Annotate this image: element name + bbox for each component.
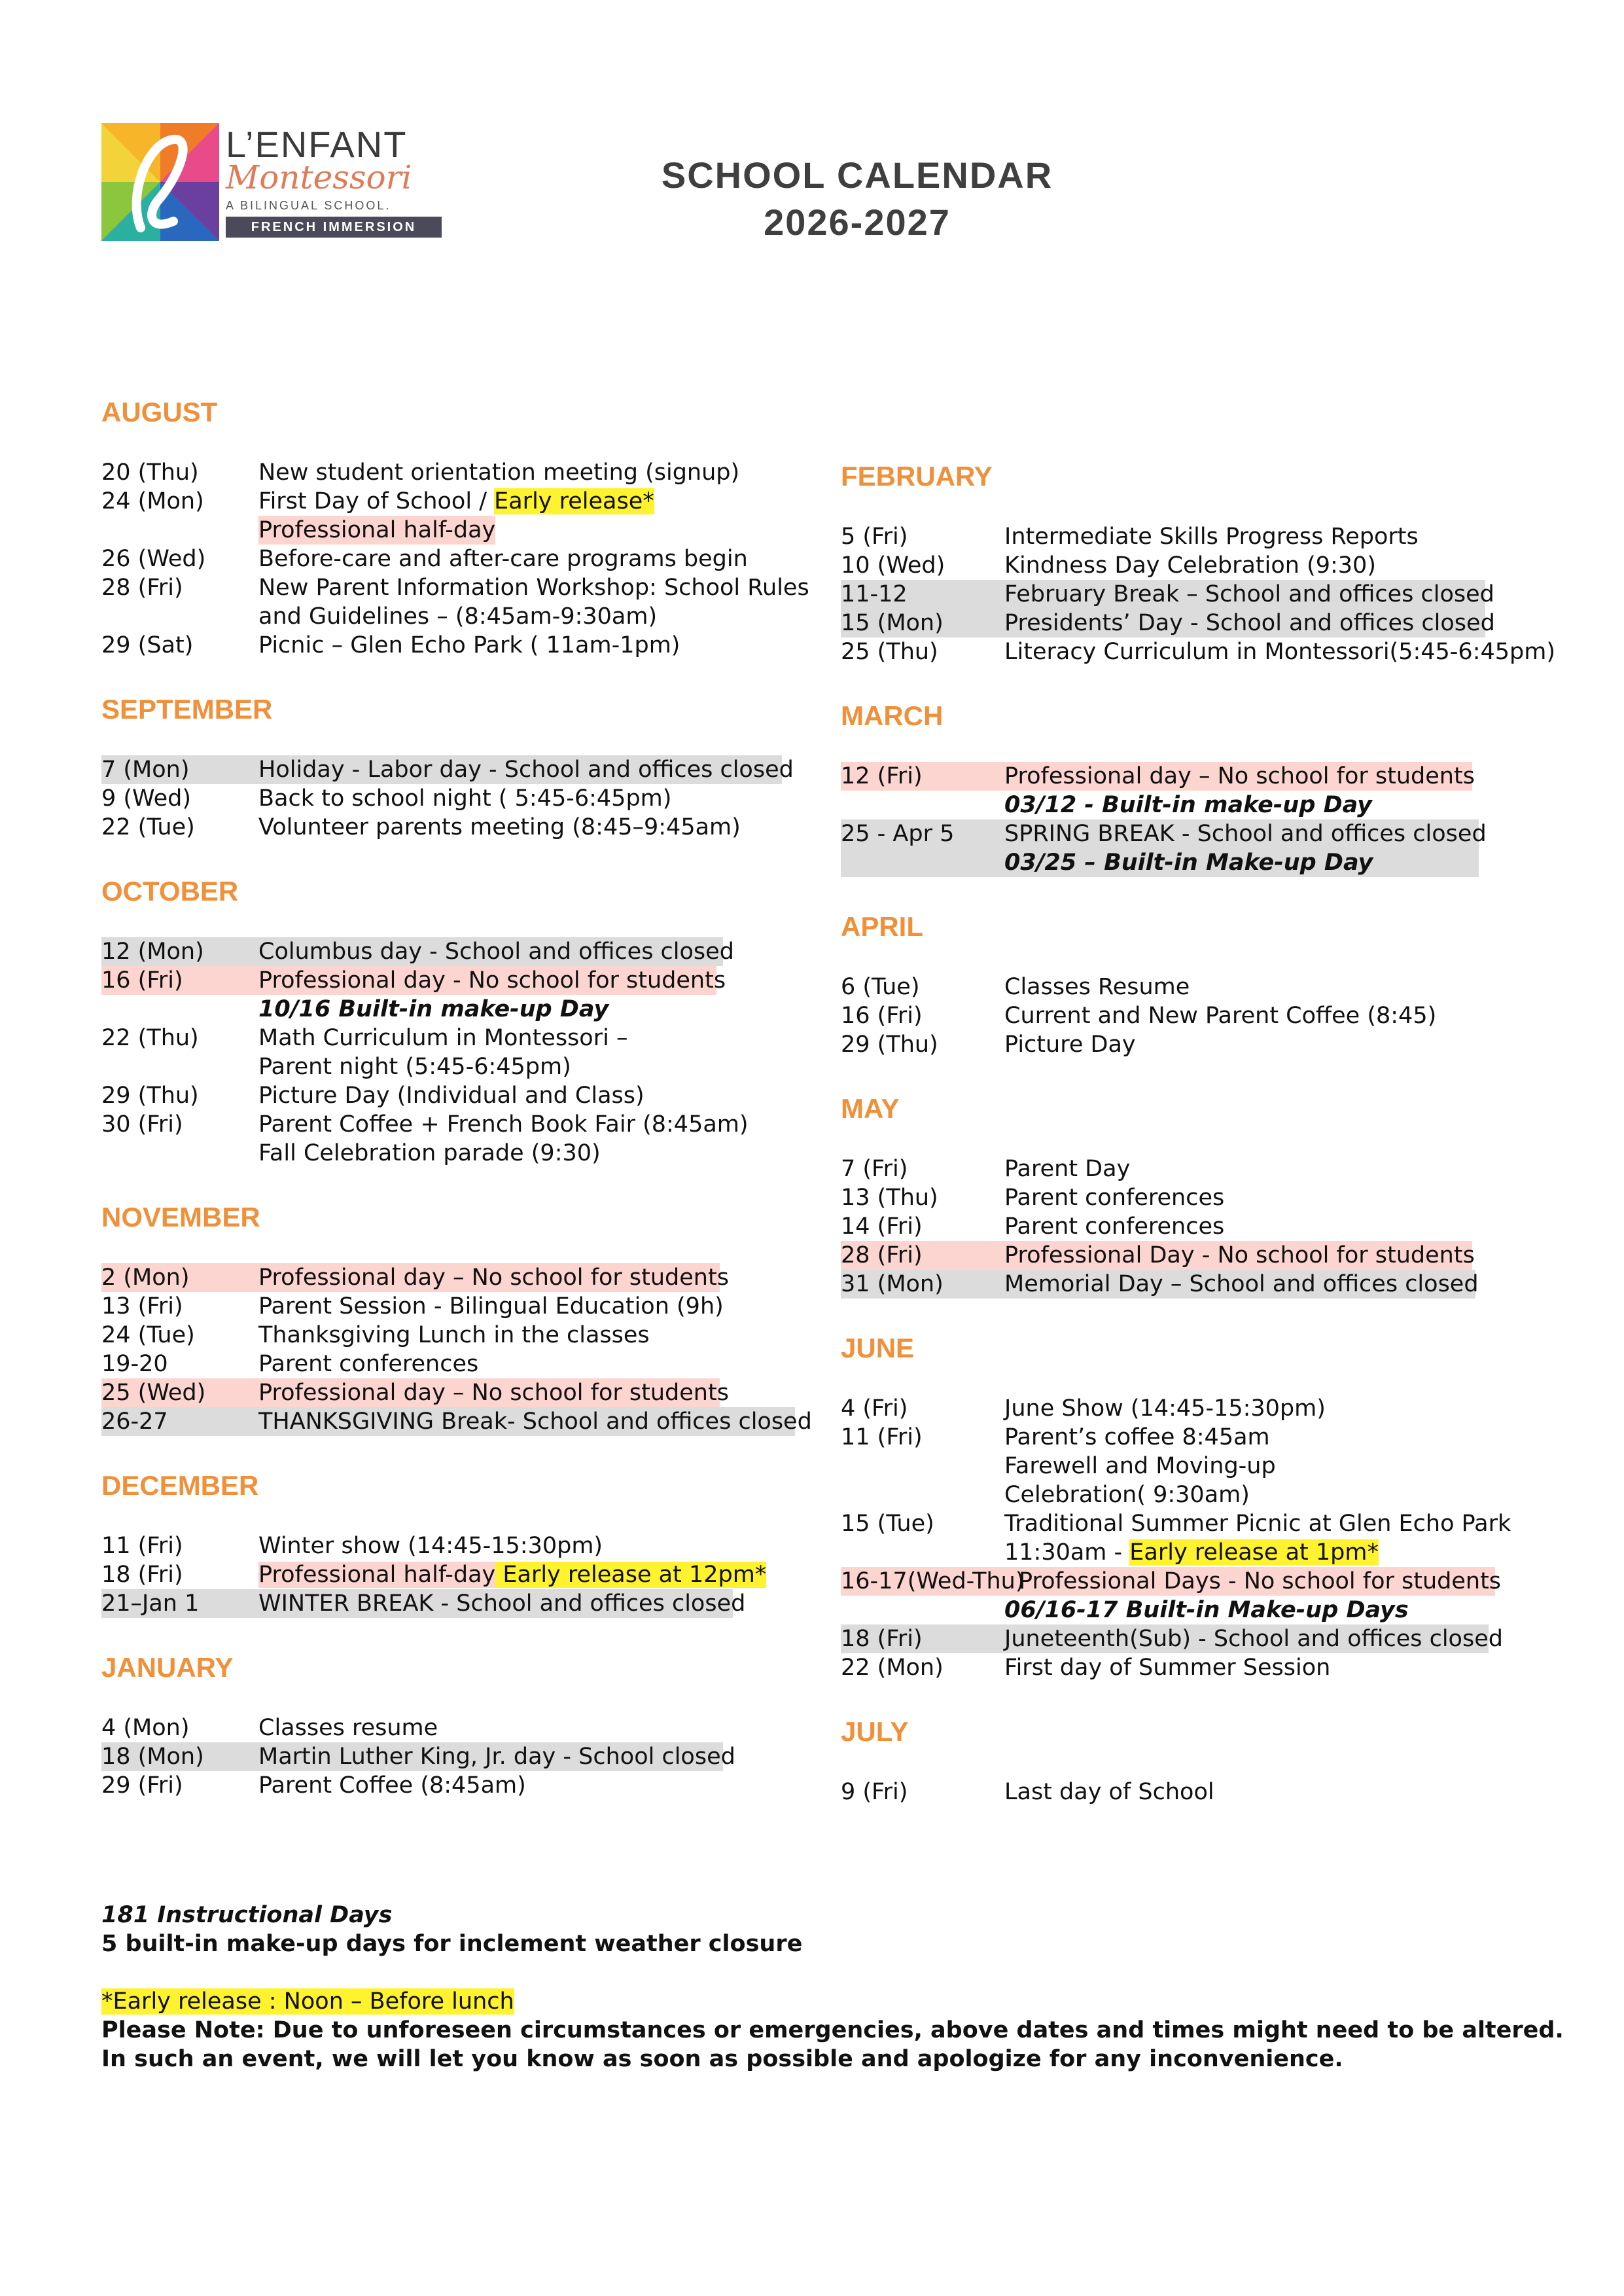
logo-line-2: Montessori (226, 158, 412, 196)
list-item: and Guidelines – (8:45am-9:30am) (258, 603, 658, 630)
list-item: 7 (Fri) Parent Day (841, 1156, 1131, 1182)
list-item: 03/25 – Built-in Make-up Day (1004, 850, 1373, 876)
list-item: 25 (Thu) Literacy Curriculum in Montessori(5:45-6:45pm) (841, 639, 1555, 665)
list-item: 24 (Mon) First Day of School / Early release* (101, 488, 654, 514)
list-item: 13 (Thu) Parent conferences (841, 1185, 1225, 1211)
list-item: Parent night (5:45-6:45pm) (258, 1054, 571, 1080)
list-item: 15 (Tue) Traditional Summer Picnic at Glen Echo Park (841, 1511, 1511, 1537)
month-july: JULY (841, 1716, 909, 1747)
list-item: 11:30am - Early release at 1pm* (1004, 1539, 1379, 1566)
list-item: 06/16-17 Built-in Make-up Days (1004, 1597, 1409, 1623)
list-item: 22 (Tue) Volunteer parents meeting (8:45–9:45am) (101, 814, 741, 840)
list-item: 16-17(Wed-Thu) Professional Days - No school for students (841, 1568, 1502, 1594)
title-line-2: 2026-2027 (764, 202, 951, 243)
list-item: 5 (Fri) Intermediate Skills Progress Reports (841, 524, 1419, 550)
month-october: OCTOBER (101, 876, 239, 906)
list-item: 24 (Tue) Thanksgiving Lunch in the classes (101, 1322, 650, 1348)
month-june: JUNE (841, 1333, 915, 1363)
list-item: 29 (Thu) Picture Day (841, 1031, 1136, 1058)
list-item: 29 (Sat) Picnic – Glen Echo Park ( 11am-1pm) (101, 632, 680, 658)
list-item: 13 (Fri) Parent Session - Bilingual Education (9h) (101, 1293, 724, 1319)
school-logo (101, 123, 442, 241)
month-september: SEPTEMBER (101, 694, 273, 725)
list-item: Celebration( 9:30am) (1004, 1482, 1250, 1508)
list-item: 22 (Thu) Math Curriculum in Montessori – (101, 1025, 628, 1051)
list-item: 29 (Fri) Parent Coffee (8:45am) (101, 1772, 526, 1799)
list-item: Professional half-day (258, 517, 496, 543)
list-item: 18 (Mon) Martin Luther King, Jr. day - School closed (101, 1744, 735, 1770)
list-item: 28 (Fri) Professional Day - No school for students (841, 1242, 1475, 1268)
right-column (841, 457, 1613, 1806)
list-item: 30 (Fri) Parent Coffee + French Book Fair (8:45am) (101, 1111, 749, 1138)
list-item: 2 (Mon) Professional day – No school for students (101, 1265, 729, 1291)
list-item: 26 (Wed) Before-care and after-care programs begin (101, 546, 748, 572)
list-item: 15 (Mon) Presidents’ Day - School and offices closed (841, 610, 1495, 636)
instructional-days: 181 Instructional Days (101, 1902, 393, 1928)
list-item: 9 (Wed) Back to school night ( 5:45-6:45pm) (101, 785, 672, 812)
early-release-note: *Early release : Noon – Before lunch (101, 1988, 514, 2015)
list-item: 14 (Fri) Parent conferences (841, 1213, 1225, 1240)
list-item: Fall Celebration parade (9:30) (258, 1140, 601, 1166)
early-release-highlight: Early release* (494, 488, 654, 514)
list-item: 16 (Fri) Professional day - No school for students (101, 967, 726, 994)
list-item: 16 (Fri) Current and New Parent Coffee (8:45) (841, 1003, 1437, 1029)
list-item: Farewell and Moving-up (1004, 1453, 1276, 1479)
list-item: 10/16 Built-in make-up Day (258, 996, 609, 1022)
month-april: APRIL (841, 911, 923, 942)
title-line-1: SCHOOL CALENDAR (661, 154, 1053, 196)
list-item: 7 (Mon) Holiday - Labor day - School and offices closed (101, 757, 794, 783)
list-item: 11-12 February Break – School and offices closed (841, 581, 1494, 607)
page-title (563, 152, 1152, 246)
list-item: 22 (Mon) First day of Summer Session (841, 1655, 1331, 1681)
list-item: 18 (Fri) Professional half-day Early release at 12pm* (101, 1562, 767, 1588)
list-item: 25 - Apr 5 SPRING BREAK - School and offices closed (841, 819, 1613, 848)
month-february: FEBRUARY (841, 461, 993, 492)
early-release-highlight: Early release at 12pm* (495, 1562, 767, 1588)
list-item: 11 (Fri) Parent’s coffee 8:45am (841, 1424, 1270, 1450)
list-item: 03/12 - Built-in make-up Day (1004, 792, 1372, 818)
logo-mark-icon (101, 123, 219, 241)
list-item: 20 (Thu) New student orientation meeting (signup) (101, 459, 740, 486)
logo-text (226, 123, 442, 241)
month-january: JANUARY (101, 1652, 234, 1683)
month-november: NOVEMBER (101, 1202, 260, 1232)
logo-line-1: L’ENFANT (226, 124, 408, 165)
makeup-days: 5 built-in make-up days for inclement weather closure (101, 1931, 803, 1957)
list-item: 28 (Fri) New Parent Information Workshop: School Rules (101, 575, 809, 601)
list-item: 25 (Wed) Professional day – No school for students (101, 1380, 729, 1406)
month-march: MARCH (841, 700, 944, 731)
list-item: 4 (Mon) Classes resume (101, 1715, 438, 1741)
list-item: 6 (Tue) Classes Resume (841, 974, 1190, 1000)
logo-line-3: A BILINGUAL SCHOOL. (226, 199, 391, 212)
list-item: 9 (Fri) Last day of School (841, 1779, 1214, 1805)
month-december: DECEMBER (101, 1470, 259, 1501)
please-note-line-1: Please Note: Due to unforeseen circumstances or emergencies, above dates and times might need to be altered. (101, 2017, 1564, 2043)
logo-line-4: FRENCH IMMERSION (226, 217, 442, 238)
list-item: 12 (Mon) Columbus day - School and offices closed (101, 939, 734, 965)
list-item: 31 (Mon) Memorial Day – School and offices closed (841, 1271, 1479, 1297)
list-item: 21–Jan 1 WINTER BREAK - School and offices closed (101, 1590, 746, 1617)
list-item: 29 (Thu) Picture Day (Individual and Class) (101, 1083, 644, 1109)
list-item: 10 (Wed) Kindness Day Celebration (9:30) (841, 552, 1376, 579)
list-item: 26-27 THANKSGIVING Break- School and offices closed (101, 1408, 812, 1435)
list-item: 19-20 Parent conferences (101, 1351, 479, 1377)
month-may: MAY (841, 1093, 900, 1124)
list-item: 12 (Fri) Professional day – No school for students (841, 763, 1475, 789)
list-item: 18 (Fri) Juneteenth(Sub) - School and offices closed (841, 1626, 1503, 1652)
left-column (101, 393, 821, 1800)
early-release-highlight: Early release at 1pm* (1129, 1539, 1379, 1566)
list-item: 4 (Fri) June Show (14:45-15:30pm) (841, 1395, 1326, 1422)
month-august: AUGUST (101, 397, 218, 427)
list-item: 11 (Fri) Winter show (14:45-15:30pm) (101, 1533, 603, 1559)
please-note-line-2: In such an event, we will let you know as soon as possible and apologize for any inconvenience. (101, 2046, 1343, 2072)
